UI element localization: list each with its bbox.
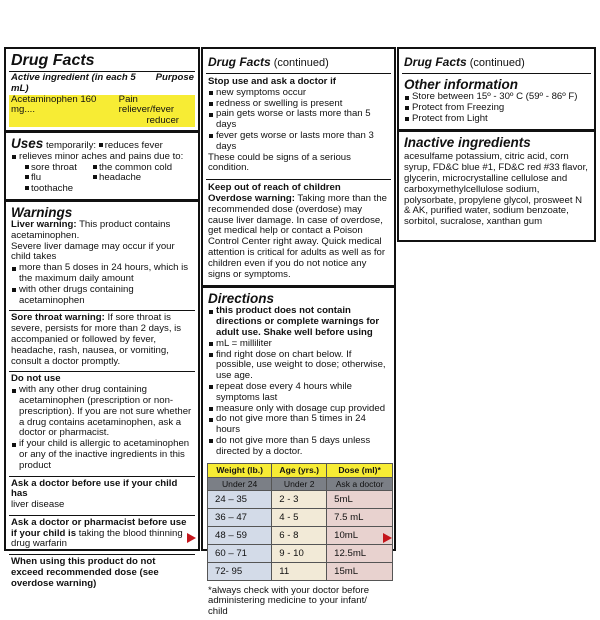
dosage-table-under-row bbox=[208, 477, 393, 490]
overdose-text: Taking more than the recommended dose (overdose) may cause liver damage. In case of overdose, get medical help or contact a Poison Control Center right away. Quick medical attention is critical for adults as well as for children even if you do not notice any signs or symptoms. bbox=[208, 192, 387, 280]
uses-title: Uses bbox=[11, 135, 44, 151]
under-dose: Ask a doctor bbox=[327, 477, 393, 490]
drug-facts-panel-3 bbox=[397, 47, 596, 242]
other-info-item-1: Store between 15º - 30º C (59º - 86º F) bbox=[404, 92, 590, 103]
sore-throat-text: If sore throat is severe, persists for more than 2 days, is accompanied or followed by fever, headache, rash, nausea, or vomiting, consult a doctor promptly. bbox=[11, 312, 182, 367]
other-info-title: Other information bbox=[404, 77, 518, 92]
inactive-ingredients-title: Inactive ingredients bbox=[404, 135, 531, 151]
uses-sub-5: toothache bbox=[31, 183, 74, 195]
under-age: Under 2 bbox=[272, 477, 327, 490]
stop-item-4: fever gets worse or lasts more than 3 days bbox=[208, 131, 390, 153]
bullet-icon bbox=[99, 143, 103, 147]
active-ingredient-header: Active ingredient (in each 5 mL) bbox=[11, 72, 136, 94]
weight-cell: 60 – 71 bbox=[208, 544, 272, 562]
right-arrow-icon bbox=[187, 533, 196, 543]
weight-cell: 24 – 35 bbox=[208, 490, 272, 508]
uses-sub-3: flu bbox=[31, 172, 42, 184]
drug-facts-panel-2 bbox=[201, 47, 396, 618]
directions-title: Directions bbox=[208, 291, 275, 307]
active-ingredient-row bbox=[9, 95, 195, 127]
stop-note: These could be signs of a serious condition. bbox=[208, 151, 351, 174]
warnings-title: Warnings bbox=[11, 204, 73, 220]
ask-doctor-text: liver disease bbox=[11, 499, 65, 511]
header-dose: Dose (ml)* bbox=[327, 463, 393, 477]
ask-pharmacist-title: Ask a doctor or pharmacist before use if your child is bbox=[11, 516, 187, 539]
purpose-header: Purpose bbox=[155, 72, 194, 83]
do-not-use-title: Do not use bbox=[11, 373, 61, 385]
sore-throat-label: Sore throat warning: bbox=[11, 312, 105, 324]
liver-item-2: with other drugs containing acetaminophen bbox=[11, 285, 194, 307]
panel-2-continued: (continued) bbox=[270, 57, 329, 69]
other-info-item-2: Protect from Freezing bbox=[404, 103, 590, 114]
overdose-label: Overdose warning: bbox=[208, 192, 295, 204]
table-row bbox=[208, 526, 393, 544]
bullet-icon bbox=[93, 165, 97, 169]
panel-1-title: Drug Facts bbox=[11, 52, 95, 69]
weight-cell: 48 – 59 bbox=[208, 526, 272, 544]
panel-3-continued: (continued) bbox=[466, 57, 525, 69]
uses-item-1: reduces fever bbox=[104, 139, 163, 151]
bullet-icon bbox=[25, 175, 29, 179]
panel-2-title: Drug Facts bbox=[208, 55, 271, 69]
uses-sub-4: headache bbox=[99, 172, 142, 184]
directions-bold-item: this product does not contain directions or complete warnings for adult use. Shake well before using bbox=[208, 306, 390, 338]
weight-cell: 72- 95 bbox=[208, 562, 272, 580]
directions-item-5: do not give more than 5 times in 24 hours bbox=[208, 414, 390, 436]
table-row bbox=[208, 544, 393, 562]
stop-item-3: pain gets worse or lasts more than 5 days bbox=[208, 109, 390, 131]
directions-item-6: do not give more than 5 days unless directed by a doctor. bbox=[208, 436, 390, 458]
when-using-text: When using this product do not exceed recommended dose (see overdose warning) bbox=[11, 556, 159, 589]
table-row bbox=[208, 562, 393, 580]
under-weight: Under 24 bbox=[208, 477, 272, 490]
age-cell: 9 - 10 bbox=[272, 544, 327, 562]
dose-cell: 7.5 mL bbox=[327, 508, 393, 526]
dose-cell: 5mL bbox=[327, 490, 393, 508]
directions-item-3: repeat dose every 4 hours while symptoms last bbox=[208, 382, 390, 404]
age-cell: 6 - 8 bbox=[272, 526, 327, 544]
dose-cell: 10mL bbox=[327, 526, 393, 544]
purpose-value-1: Pain reliever/fever bbox=[118, 93, 175, 116]
drug-facts-panel-1 bbox=[4, 47, 200, 589]
liver-warning-text: This product contains acetaminophen. bbox=[11, 218, 171, 241]
table-row bbox=[208, 490, 393, 508]
dose-cell: 15mL bbox=[327, 562, 393, 580]
dose-cell: 12.5mL bbox=[327, 544, 393, 562]
bullet-icon bbox=[93, 175, 97, 179]
dosage-table bbox=[207, 463, 393, 581]
bullet-icon bbox=[25, 165, 29, 169]
ask-pharmacist-text: taking the blood thinning drug warfarin bbox=[11, 527, 183, 550]
directions-item-1: mL = milliliter bbox=[208, 339, 390, 350]
uses-intro: temporarily: bbox=[43, 139, 97, 151]
dosage-footnote: *always check with your doctor before administering medicine to your infant/ child bbox=[208, 584, 370, 618]
uses-sub-2: the common cold bbox=[99, 161, 173, 173]
active-ingredient-name: Acetaminophen 160 mg bbox=[11, 93, 97, 116]
directions-item-4: measure only with dosage cup provided bbox=[208, 404, 390, 415]
panel-3-title: Drug Facts bbox=[404, 55, 467, 69]
right-arrow-icon bbox=[383, 533, 392, 543]
liver-warning-text-2: Severe liver damage may occur if your child takes bbox=[11, 240, 175, 263]
stop-item-2: redness or swelling is present bbox=[208, 99, 390, 110]
ask-doctor-title: Ask a doctor before use if your child has bbox=[11, 477, 178, 500]
do-not-use-item-2: if your child is allergic to acetaminophen or any of the inactive ingredients in this product bbox=[11, 439, 194, 471]
bullet-icon bbox=[25, 186, 29, 190]
age-cell: 4 - 5 bbox=[272, 508, 327, 526]
age-cell: 2 - 3 bbox=[272, 490, 327, 508]
inactive-ingredients-text: acesulfame potassium, citric acid, corn syrup, FD&C blue #1, FD&C red #33 flavor, glycerin, microcrystalline cellulose and carboxymethylcellulose sodium, polysorbate, propylene glycol, prosweet N & AK, purified water, sodium benzoate, sorbitol, sucralose, xanthan gum bbox=[404, 151, 588, 228]
uses-sub-1: sore throat bbox=[31, 161, 77, 173]
age-cell: 11 bbox=[272, 562, 327, 580]
purpose-value-2: reducer bbox=[146, 115, 179, 127]
directions-item-2: find right dose on chart below. If possible, use weight to dose; otherwise, use age. bbox=[208, 350, 390, 382]
liver-item-1: more than 5 doses in 24 hours, which is the maximum daily amount bbox=[11, 263, 194, 285]
dosage-table-header bbox=[208, 463, 393, 477]
weight-cell: 36 – 47 bbox=[208, 508, 272, 526]
stop-item-1: new symptoms occur bbox=[208, 88, 390, 99]
do-not-use-item-1: with any other drug containing acetaminophen (prescription or non-prescription). If you are not sure whether a drug contains acetaminophen, ask a doctor or pharmacist. bbox=[11, 385, 194, 439]
header-weight: Weight (lb.) bbox=[208, 463, 272, 477]
table-row bbox=[208, 508, 393, 526]
uses-item-2: relieves minor aches and pains due to: bbox=[11, 152, 194, 163]
header-age: Age (yrs.) bbox=[272, 463, 327, 477]
keep-out-title: Keep out of reach of children bbox=[208, 182, 341, 194]
leader-dots: .... bbox=[24, 104, 35, 116]
other-info-item-3: Protect from Light bbox=[404, 114, 590, 125]
stop-use-title: Stop use and ask a doctor if bbox=[208, 76, 336, 87]
liver-warning-label: Liver warning: bbox=[11, 218, 77, 230]
